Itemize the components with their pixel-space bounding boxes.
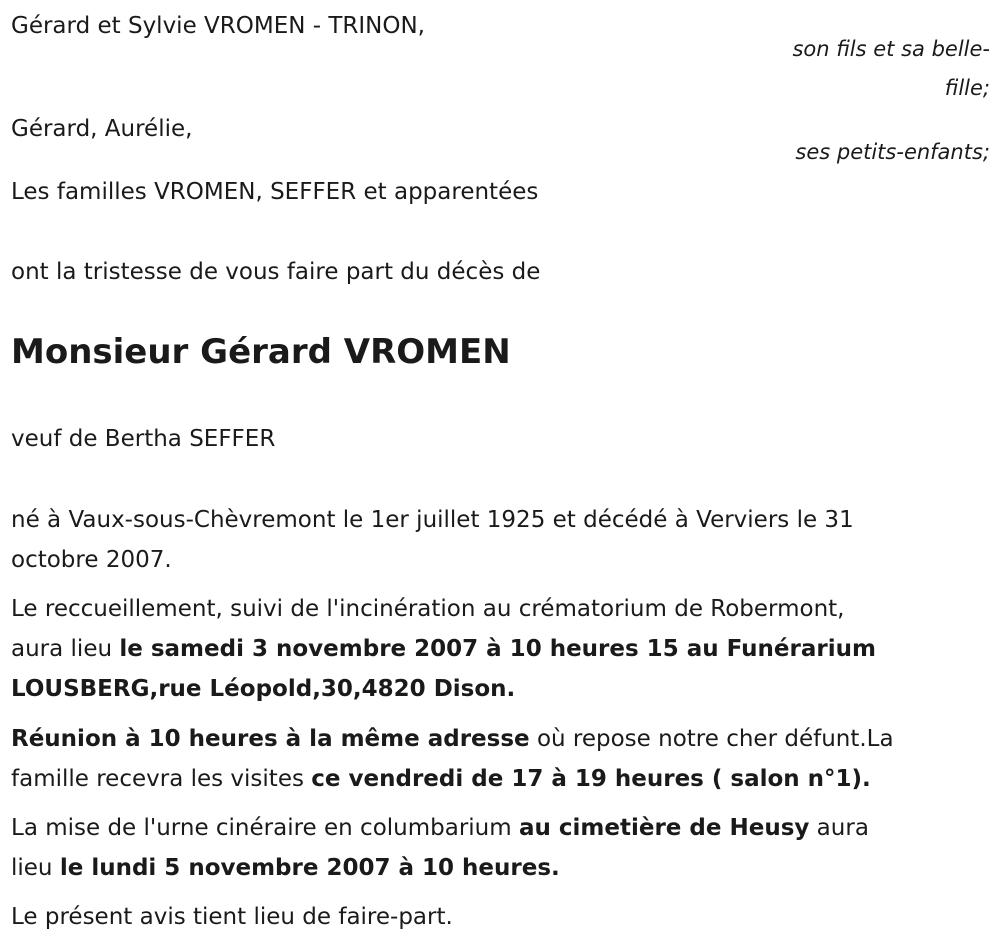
urn-paragraph: [11, 808, 996, 888]
meeting-line2: [11, 759, 996, 799]
urn-date: le lundi 5 novembre 2007 à 10 heures.: [59, 855, 560, 881]
family-line-children: Gérard et Sylvie VROMEN - TRINON,: [11, 13, 425, 39]
ceremony-paragraph: [11, 589, 996, 709]
urn-text3: lieu: [11, 855, 60, 881]
urn-text2: aura: [809, 815, 869, 841]
ceremony-line3: [11, 669, 996, 709]
ceremony-line2: [11, 629, 996, 669]
urn-text1: La mise de l'urne cinéraire en columbarium: [11, 815, 519, 841]
relation-children-line1: son fils et sa belle-: [792, 37, 990, 61]
meeting-paragraph: [11, 719, 996, 799]
meeting-text1: où repose notre cher défunt.La: [529, 726, 894, 752]
meeting-line1: [11, 719, 996, 759]
visiting-hours: ce vendredi de 17 à 19 heures ( salon n°1).: [311, 766, 871, 792]
urn-line2: [11, 848, 996, 888]
birth-death-paragraph: [11, 500, 996, 580]
meeting-text2: famille recevra les visites: [11, 766, 312, 792]
urn-cemetery: au cimetière de Heusy: [518, 815, 810, 841]
birth-death-line2: octobre 2007.: [11, 547, 172, 573]
announcement-text: ont la tristesse de vous faire part du décès de: [11, 259, 541, 285]
family-line-grandchildren: Gérard, Aurélie,: [11, 116, 193, 142]
deceased-name: Monsieur Gérard VROMEN: [11, 332, 511, 372]
urn-line1: [11, 808, 996, 848]
ceremony-line1: Le reccueillement, suivi de l'incinération au crématorium de Robermont,: [11, 596, 845, 622]
meeting-time: Réunion à 10 heures à la même adresse: [11, 726, 530, 752]
birth-death-line1: né à Vaux-sous-Chèvremont le 1er juillet 1925 et décédé à Verviers le 31: [11, 507, 854, 533]
relation-children: [792, 30, 990, 108]
ceremony-date-place: le samedi 3 novembre 2007 à 10 heures 15 au Funérarium: [119, 636, 876, 662]
widower-line: veuf de Bertha SEFFER: [11, 426, 276, 452]
relation-children-line2: fille;: [944, 76, 990, 100]
relation-grandchildren: ses petits-enfants;: [795, 140, 990, 164]
ceremony-address: LOUSBERG,rue Léopold,30,4820 Dison.: [11, 676, 516, 702]
closing-line: Le présent avis tient lieu de faire-part.: [11, 904, 453, 930]
family-line-relatives: Les familles VROMEN, SEFFER et apparentées: [11, 179, 539, 205]
ceremony-prefix: aura lieu: [11, 636, 120, 662]
